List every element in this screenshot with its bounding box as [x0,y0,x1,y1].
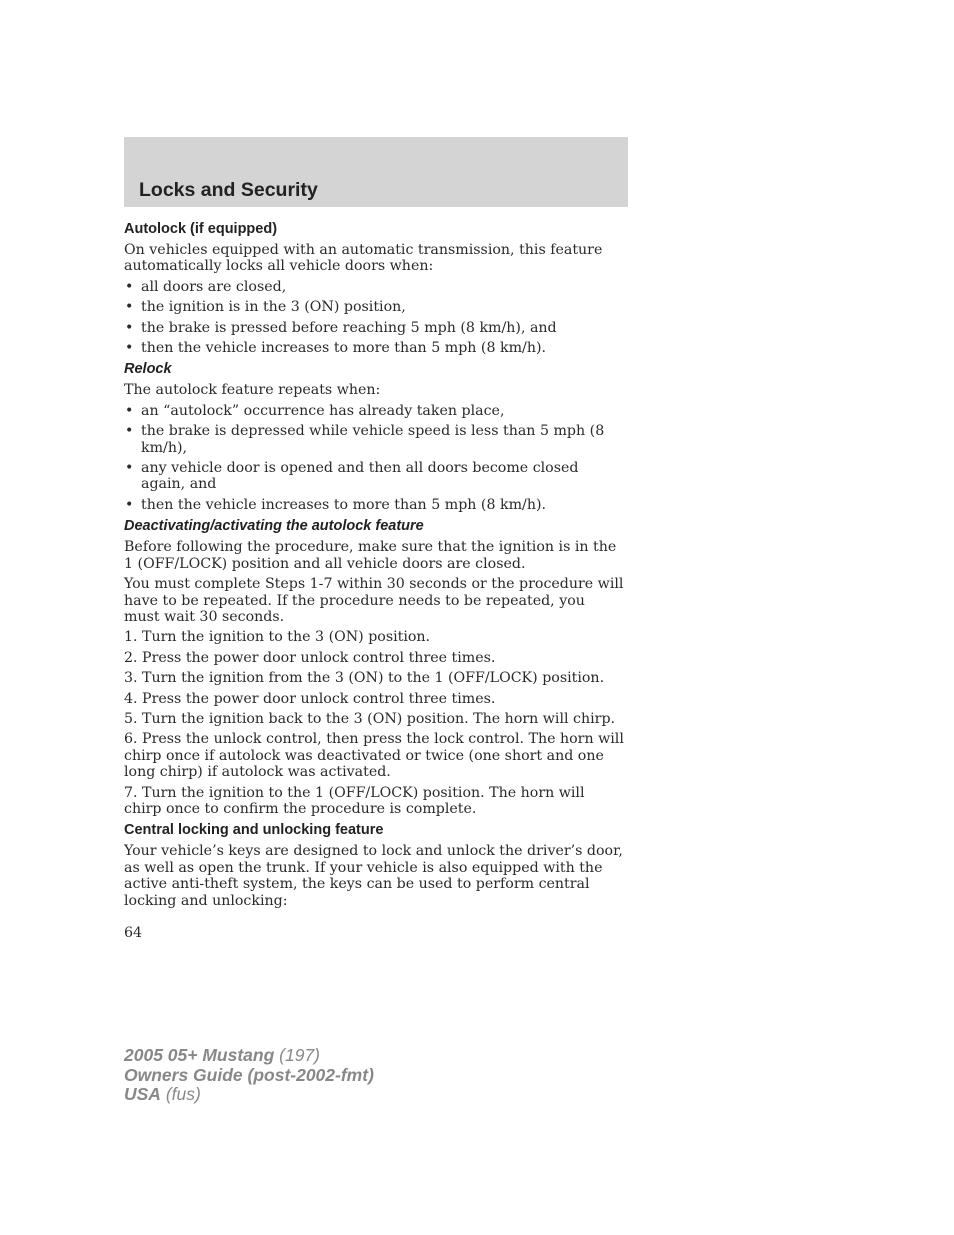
footer-line-1 [124,1046,374,1066]
list-item: • the ignition is in the 3 (ON) position, [124,299,624,315]
list-item: • the brake is pressed before reaching 5 mph (8 km/h), and [124,320,624,336]
footer-model: 2005 05+ Mustang [124,1045,275,1065]
procedure-step: 7. Turn the ignition to the 1 (OFF/LOCK) position. The horn will chirp once to confirm the procedure is complete. [124,784,585,817]
procedure-step: 2. Press the power door unlock control three times. [124,649,496,666]
page-content [124,220,624,913]
procedure-step: 4. Press the power door unlock control three times. [124,690,496,707]
footer-market-code: (fus) [165,1084,201,1104]
deactivate-section [124,517,624,817]
document-footer [124,1046,374,1105]
procedure-step: 1. Turn the ignition to the 3 (ON) position. [124,629,431,646]
list-item: • the brake is depressed while vehicle speed is less than 5 mph (8 km/h), [124,423,624,456]
relock-bullet-list [124,403,624,513]
list-item: • an “autolock” occurrence has already taken place, [124,403,624,419]
list-item: • any vehicle door is opened and then all doors become closed again, and [124,460,624,493]
deactivate-para-1: Before following the procedure, make sure that the ignition is in the 1 (OFF/LOCK) position and all vehicle doors are closed. [124,539,617,572]
central-locking-heading: Central locking and unlocking feature [124,822,384,839]
central-locking-para: Your vehicle’s keys are designed to lock and unlock the driver’s door, as well as open the trunk. If your vehicle is also equipped with the active anti-theft system, the keys can be used to perform central locking and unlocking: [124,843,623,909]
list-item: • then the vehicle increases to more than 5 mph (8 km/h). [124,340,624,356]
footer-line-3 [124,1085,374,1105]
section-title: Locks and Security [139,179,318,201]
list-item: • all doors are closed, [124,279,624,295]
relock-heading: Relock [124,361,172,378]
footer-line-2 [124,1066,374,1086]
relock-section [124,360,624,513]
central-locking-section [124,821,624,909]
deactivate-para-2: You must complete Steps 1-7 within 30 seconds or the procedure will have to be repeated. If the procedure needs to be repeated, you must wait 30 seconds. [124,576,624,625]
autolock-heading: Autolock (if equipped) [124,221,278,237]
procedure-step: 5. Turn the ignition back to the 3 (ON) position. The horn will chirp. [124,710,616,727]
list-item: • then the vehicle increases to more than 5 mph (8 km/h). [124,497,624,513]
section-header-band [124,137,628,207]
footer-model-code: (197) [279,1045,321,1065]
relock-intro: The autolock feature repeats when: [124,382,381,399]
procedure-step: 3. Turn the ignition from the 3 (ON) to the 1 (OFF/LOCK) position. [124,670,605,687]
autolock-section [124,220,624,356]
procedure-step: 6. Press the unlock control, then press the lock control. The horn will chirp once if autolock was deactivated or twice (one short and one long chirp) if autolock was activated. [124,731,624,781]
page-number: 64 [124,925,143,941]
footer-guide-name: Owners Guide (post-2002-fmt) [124,1064,374,1085]
autolock-intro: On vehicles equipped with an automatic transmission, this feature automatically locks all vehicle doors when: [124,242,603,275]
deactivate-heading: Deactivating/activating the autolock feature [124,518,424,535]
footer-market: USA [124,1084,161,1104]
autolock-bullet-list [124,279,624,357]
